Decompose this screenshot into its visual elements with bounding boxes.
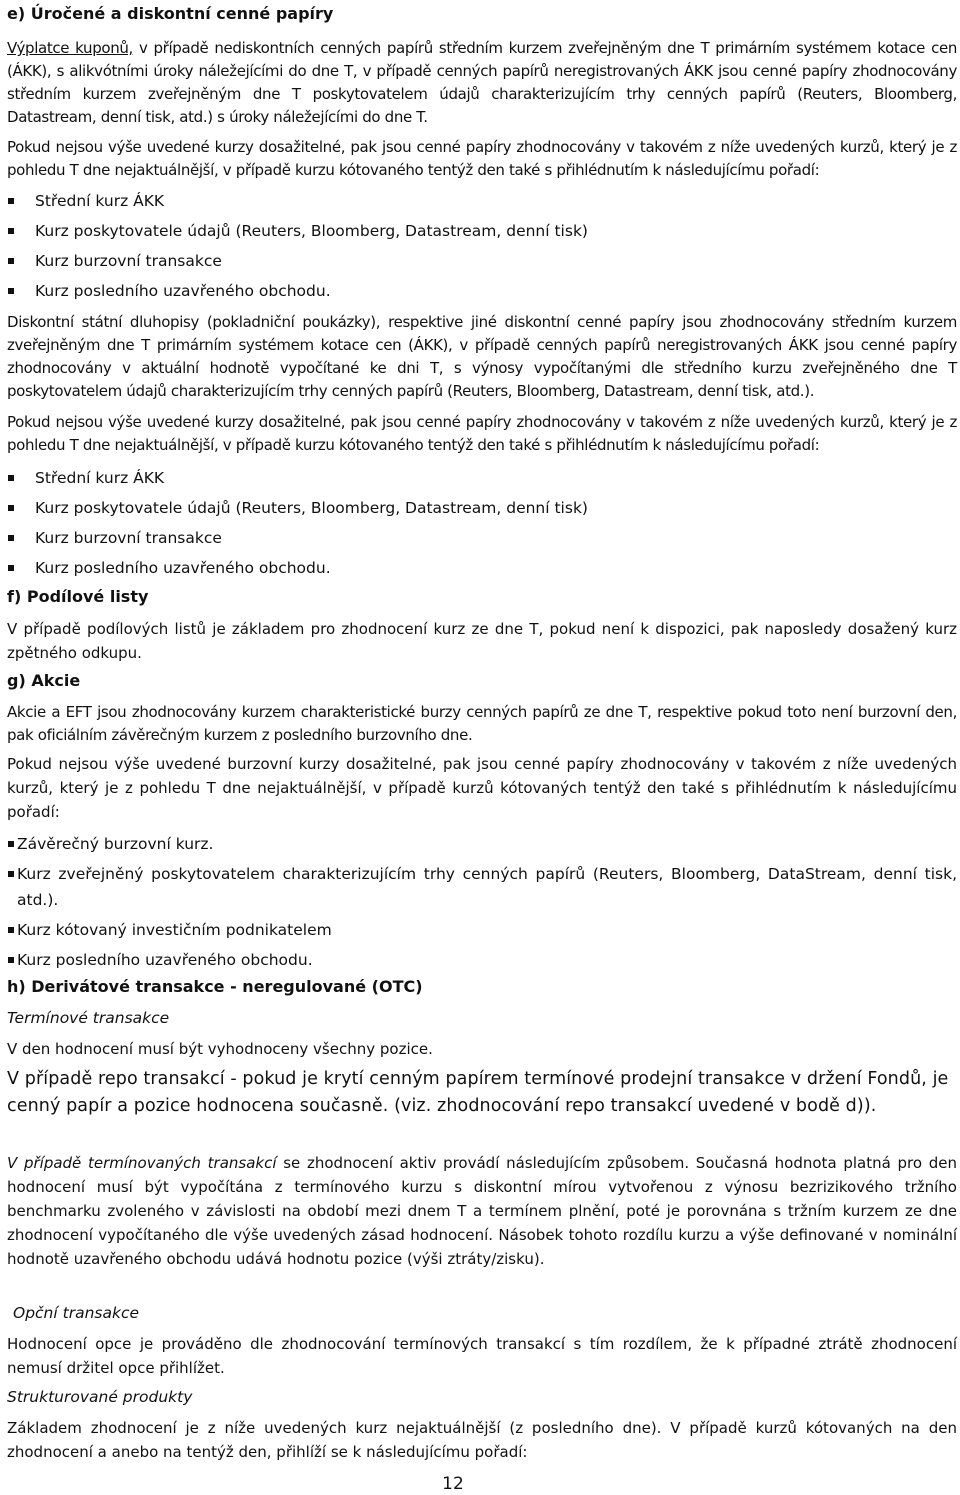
section-h-paragraph-5: Základem zhodnocení je z níže uvedených kurz nejaktuálnější (z posledního dne). V případě kurzů kótovaných na den zhodnocení a anebo na tentýž den, přihlíží se k následujícímu pořadí: — [7, 1419, 957, 1461]
forward-transactions-term: V případě termínovaných transakcí — [7, 1154, 277, 1172]
section-h-paragraph-3-text: se zhodnocení aktiv provádí následujícím způsobem. Současná hodnota platná pro den hodnocení musí být vypočítána z termínového kurzu s diskontní mírou vytvořenou z výnosu bezrizikového tržního benchmarku zvoleného v závislosti na období mezi dnem T a termínem plnění, poté je porovnána s tržním kurzem ze dne zhodnocení vypočítaného dle výše uvedených zásad hodnocení. Násobek tohoto rozdílu kurzu a výše definované v nominální hodnotě uzavřeného obchodu udává hodnotu pozice (výši ztráty/zisku). — [7, 1154, 958, 1268]
page-number: 12 — [442, 1474, 464, 1494]
section-e-paragraph-3: Diskontní státní dluhopisy (pokladniční poukázky), respektive jiné diskontní cenné papíry jsou zhodnocovány středním kurzem zveřejněným dne T primárním systémem kotace cen (ÁKK), v případě cenných papírů neregistrovaných ÁKK jsou cenné papíry zhodnocovány v aktuální hodnotě vypočítané ke dni T, s výnosy vypočítanými dle středního kurzu zveřejněného dne T poskytovatelem údajů charakterizujícím trhy cenných papírů (Reuters, Bloomberg, Datastream, denní tisk, atd.). — [7, 313, 957, 400]
forward-transactions-subheading: Termínové transakce — [7, 1009, 170, 1027]
list-item: Kurz poskytovatele údajů (Reuters, Bloomberg, Datastream, denní tisk) — [7, 493, 957, 523]
list-item: Střední kurz ÁKK — [7, 186, 957, 216]
section-h-paragraph-1: V den hodnocení musí být vyhodnoceny všechny pozice. — [7, 1040, 433, 1058]
section-f-heading: f) Podílové listy — [7, 587, 149, 606]
coupon-payer-term: Výplatce kuponů, — [7, 39, 133, 57]
list-item: Závěrečný burzovní kurz. — [7, 831, 957, 857]
structured-products-subheading: Strukturované produkty — [7, 1388, 193, 1406]
list-item: Kurz zveřejněný poskytovatelem charakterizujícím trhy cenných papírů (Reuters, Bloomberg, DataStream, denní tisk, atd.). — [7, 861, 957, 913]
section-g-paragraph-1: Akcie a EFT jsou zhodnocovány kurzem charakteristické burzy cenných papírů ze dne T, respektive pokud toto není burzovní den, pak oficiálním závěrečným kurzem z posledního burzovního dne. — [7, 703, 957, 744]
section-g-heading: g) Akcie — [7, 671, 81, 690]
section-e-heading: e) Úročené a diskontní cenné papíry — [7, 4, 334, 23]
section-h-paragraph-2: V případě repo transakcí - pokud je krytí cenným papírem termínové prodejní transakce v držení Fondů, je cenný papír a pozice hodnocena současně. (viz. zhodnocování repo transakcí uvedené v bodě d)). — [7, 1069, 949, 1116]
list-item: Kurz posledního uzavřeného obchodu. — [7, 947, 957, 973]
section-h-heading: h) Derivátové transakce - neregulované (OTC) — [7, 977, 423, 996]
section-e-paragraph-4: Pokud nejsou výše uvedené kurzy dosažitelné, pak jsou cenné papíry zhodnocovány v takovém z níže uvedených kurzů, který je z pohledu T dne nejaktuálnější, v případě kurzu kótovaného tentýž den také s přihlédnutím k následujícímu pořadí: — [7, 413, 957, 454]
section-h-paragraph-4: Hodnocení opce je prováděno dle zhodnocování termínových transakcí s tím rozdílem, že k případné ztrátě zhodnocení nemusí držitel opce přihlížet. — [7, 1335, 957, 1377]
section-e-price-order-list-2 — [7, 463, 957, 583]
section-e-price-order-list — [7, 186, 957, 306]
list-item: Kurz posledního uzavřeného obchodu. — [7, 553, 957, 583]
list-item: Kurz burzovní transakce — [7, 523, 957, 553]
list-item: Střední kurz ÁKK — [7, 463, 957, 493]
list-item: Kurz burzovní transakce — [7, 246, 957, 276]
list-item: Kurz posledního uzavřeného obchodu. — [7, 276, 957, 306]
section-e-paragraph-1-text: v případě nediskontních cenných papírů středním kurzem zveřejněným dne T primárním systémem kotace cen (ÁKK), s alikvótními úroky náležejícími do dne T, v případě cenných papírů neregistrovaných ÁKK jsou cenné papíry zhodnocovány středním kurzem zveřejněným dne T poskytovatelem údajů charakterizujícím trhy cenných papírů (Reuters, Bloomberg, Datastream, denní tisk, atd.) s úroky náležejícími do dne T. — [7, 39, 957, 126]
section-g-paragraph-2: Pokud nejsou výše uvedené burzovní kurzy dosažitelné, pak jsou cenné papíry zhodnocovány v takovém z níže uvedených kurzů, který je z pohledu T dne nejaktuálnější, v případě kurzů kótovaných tentýž den také s přihlédnutím k následujícímu pořadí: — [7, 755, 957, 821]
section-e-paragraph-2: Pokud nejsou výše uvedené kurzy dosažitelné, pak jsou cenné papíry zhodnocovány v takovém z níže uvedených kurzů, který je z pohledu T dne nejaktuálnější, v případě kurzu kótovaného tentýž den také s přihlédnutím k následujícímu pořadí: — [7, 138, 957, 179]
section-g-price-order-list — [7, 831, 957, 973]
list-item: Kurz poskytovatele údajů (Reuters, Bloomberg, Datastream, denní tisk) — [7, 216, 957, 246]
section-h-paragraph-3 — [7, 1151, 957, 1271]
section-f-paragraph-1: V případě podílových listů je základem pro zhodnocení kurz ze dne T, pokud není k dispozici, pak naposledy dosažený kurz zpětného odkupu. — [7, 620, 957, 662]
list-item: Kurz kótovaný investičním podnikatelem — [7, 917, 957, 943]
section-e-paragraph-1 — [7, 37, 957, 129]
option-transactions-subheading: Opční transakce — [13, 1304, 139, 1322]
